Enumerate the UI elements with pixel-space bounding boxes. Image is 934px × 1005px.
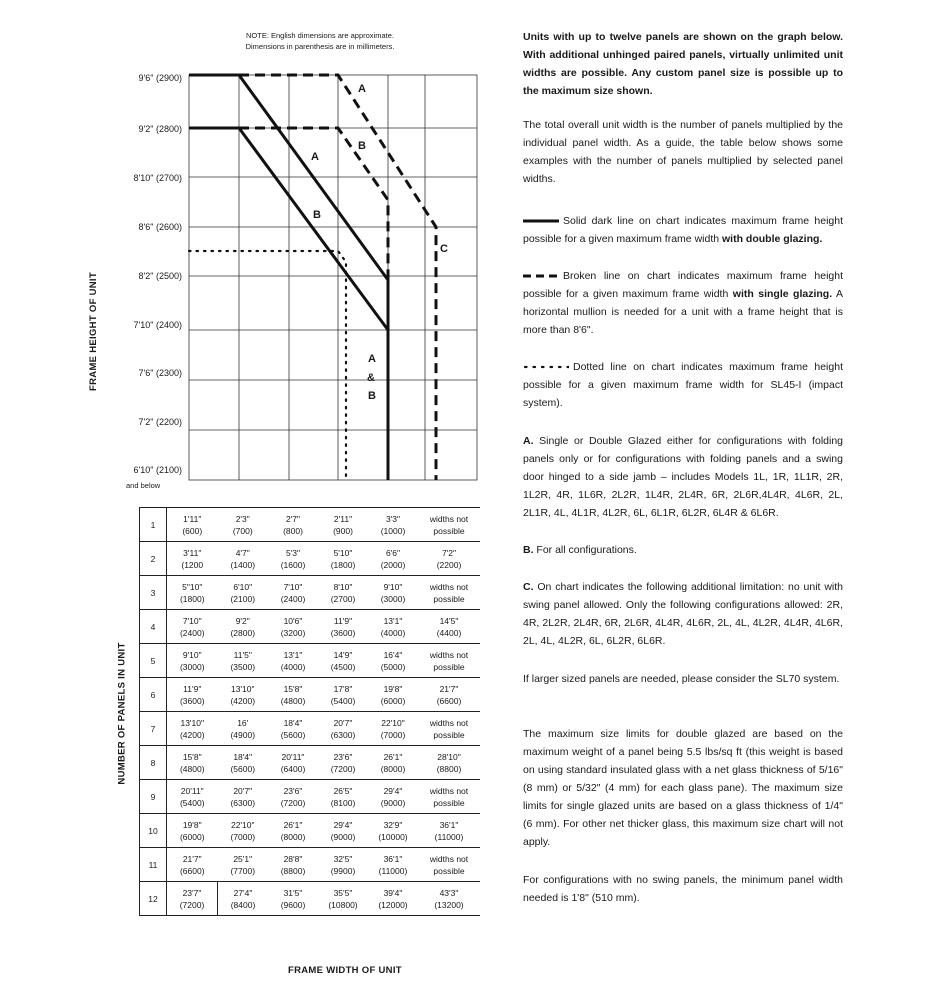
min-panel-paragraph: For configurations with no swing panels, the minimum panel width needed is 1'8" (510 mm). (523, 874, 843, 904)
width-cell (368, 780, 418, 814)
width-cell (167, 848, 218, 882)
width-cell (368, 610, 418, 644)
width-metric: (800) (283, 525, 303, 536)
y-tick-label: 9'2" (2800) (138, 124, 182, 134)
width-metric: (4200) (230, 695, 256, 706)
note-a (523, 432, 843, 522)
intro-paragraph: Units with up to twelve panels are shown on the graph below. With additional unhinged paired panels, virtually unlimited unit widths are possible. Any custom panel size is possible up to the maximum size shown. (523, 31, 843, 97)
note-a-label: A. (523, 435, 534, 447)
frame-width-axis-title: FRAME WIDTH OF UNIT (288, 965, 402, 976)
width-cell (418, 780, 480, 814)
width-cell (318, 644, 368, 678)
width-cell (418, 712, 480, 746)
width-metric: (5600) (230, 763, 256, 774)
width-metric: (8800) (436, 763, 462, 774)
legend-solid (523, 212, 843, 248)
width-imperial: 2'3" (235, 513, 250, 524)
width-imperial: 13'1" (283, 649, 303, 660)
width-cell (318, 848, 368, 882)
width-metric: (1200 (181, 559, 204, 570)
y-tick-label: 8'10" (2700) (133, 173, 182, 183)
width-metric: (11000) (378, 865, 408, 876)
width-metric: (4400) (436, 627, 462, 638)
width-cell (418, 508, 480, 542)
width-imperial: 23'6" (333, 751, 353, 762)
width-cell (218, 882, 269, 916)
width-metric: (4000) (380, 627, 406, 638)
width-metric: (7200) (330, 763, 356, 774)
width-metric: (5000) (380, 661, 406, 672)
width-metric: possible (433, 661, 465, 672)
width-imperial: 17'8" (333, 683, 353, 694)
width-cell (418, 576, 480, 610)
width-imperial: widths not (429, 581, 469, 592)
panel-count-cell: 2 (140, 542, 167, 576)
table-row (140, 780, 481, 814)
width-imperial: 25'1" (233, 853, 253, 864)
width-cell (318, 508, 368, 542)
width-cell (368, 678, 418, 712)
width-metric: (8100) (330, 797, 356, 808)
width-imperial: 20'7" (233, 785, 253, 796)
width-imperial: 22'10" (230, 819, 255, 830)
table-row (140, 712, 481, 746)
width-metric: possible (433, 525, 465, 536)
width-imperial: 29'4" (333, 819, 353, 830)
legend-broken (523, 267, 843, 339)
width-imperial: 19'8" (182, 819, 202, 830)
y-tick-label: 7'6" (2300) (138, 368, 182, 378)
y-tick-label: 8'6" (2600) (138, 222, 182, 232)
width-cell (268, 508, 318, 542)
width-cell (368, 746, 418, 780)
note-b-label: B. (523, 544, 534, 556)
width-metric: (7700) (230, 865, 256, 876)
table-row (140, 746, 481, 780)
y-tick-label: 8'2" (2500) (138, 271, 182, 281)
width-imperial: 36'1" (383, 853, 403, 864)
width-cell (318, 712, 368, 746)
width-metric: (6600) (436, 695, 462, 706)
note-line-2: Dimensions in parenthesis are in millimeters. (245, 42, 395, 51)
width-metric: (9000) (380, 797, 406, 808)
width-metric: possible (433, 865, 465, 876)
width-metric: (10800) (328, 899, 358, 910)
panel-width-table (139, 507, 480, 916)
width-imperial: 23'6" (283, 785, 303, 796)
table-row (140, 644, 481, 678)
width-cell (318, 542, 368, 576)
width-metric: (5400) (179, 797, 205, 808)
table-row (140, 882, 481, 916)
y-tick-label: 7'10" (2400) (133, 320, 182, 330)
width-metric: (2800) (230, 627, 256, 638)
width-cell (368, 712, 418, 746)
width-metric: (3600) (330, 627, 356, 638)
width-metric: (2100) (230, 593, 256, 604)
panel-count-cell: 11 (140, 848, 167, 882)
width-imperial: 43'3" (439, 887, 459, 898)
width-imperial: widths not (429, 853, 469, 864)
region-label-c: C (440, 243, 448, 255)
width-metric: (2000) (380, 559, 406, 570)
width-cell (368, 848, 418, 882)
width-metric: (4500) (330, 661, 356, 672)
width-imperial: 28'10" (437, 751, 461, 762)
note-b (523, 541, 843, 559)
width-imperial: 27'4" (233, 887, 253, 898)
width-cell (218, 780, 269, 814)
width-imperial: 21'7" (439, 683, 459, 694)
table-row (140, 678, 481, 712)
table-row (140, 542, 481, 576)
width-metric: possible (433, 797, 465, 808)
width-cell (418, 848, 480, 882)
width-imperial: 26'1" (283, 819, 303, 830)
width-cell (167, 576, 218, 610)
width-imperial: 3'3" (385, 513, 401, 524)
width-imperial: widths not (429, 649, 469, 660)
width-imperial: 19'8" (383, 683, 403, 694)
width-metric: (1400) (230, 559, 256, 570)
width-cell (218, 814, 269, 848)
width-cell (418, 678, 480, 712)
width-cell (218, 848, 269, 882)
width-imperial: 26'5" (333, 785, 353, 796)
width-imperial: 31'5" (283, 887, 303, 898)
width-metric: (4900) (230, 729, 256, 740)
width-imperial: 13'1" (383, 615, 403, 626)
width-metric: (13200) (434, 899, 464, 910)
width-cell (167, 644, 218, 678)
width-cell (167, 780, 218, 814)
width-cell (218, 542, 269, 576)
y-tick-label: 6'10" (2100) (133, 465, 182, 475)
larger-panels-paragraph: If larger sized panels are needed, please consider the SL70 system. (523, 673, 840, 685)
width-cell (368, 508, 418, 542)
width-metric: (2700) (330, 593, 356, 604)
width-imperial: 35'5" (333, 887, 353, 898)
width-imperial: 39'4" (383, 887, 403, 898)
width-metric: (5400) (330, 695, 356, 706)
width-imperial: 32'9" (383, 819, 403, 830)
weight-limits-paragraph: The maximum size limits for double glazed are based on the maximum weight of a panel being 5.5 lbs/sq ft (this weight is based on using standard insulated glass with a net glass thickness of 5/16" (8 mm) or 5/32" (4 mm) for each glass pane). The maximum size limits for single glazed units are based on a glass thickness of 1/4" (6 mm). For other net thicker glass, this maximum size chart will not apply. (523, 728, 843, 848)
width-metric: (6600) (179, 865, 205, 876)
width-imperial: 11'5" (233, 649, 252, 660)
dotted-line-impact (189, 251, 346, 480)
width-cell (218, 644, 269, 678)
width-metric: (11000) (434, 831, 464, 842)
width-cell (167, 746, 218, 780)
width-metric: (6300) (330, 729, 356, 740)
width-imperial: 15'8" (283, 683, 303, 694)
solid-line-a (189, 75, 388, 480)
solid-line-b (189, 128, 388, 480)
region-label-ab-b: B (368, 390, 376, 402)
width-metric: (2400) (179, 627, 205, 638)
width-imperial: 14'5" (439, 615, 459, 626)
width-metric: (7200) (179, 899, 205, 910)
width-cell (218, 508, 269, 542)
panels-axis-title: NUMBER OF PANELS IN UNIT (116, 642, 128, 785)
width-imperial: 3'11" (183, 547, 202, 558)
note-line-1: NOTE: English dimensions are approximate. (246, 31, 394, 40)
width-imperial: 5'3" (285, 547, 301, 558)
panel-count-cell: 7 (140, 712, 167, 746)
broken-line-a (239, 75, 436, 480)
width-metric: (6000) (179, 831, 205, 842)
width-cell (368, 814, 418, 848)
width-imperial: widths not (429, 513, 469, 524)
width-metric: (3000) (179, 661, 205, 672)
width-cell (268, 610, 318, 644)
width-cell (167, 610, 218, 644)
width-imperial: 21'7" (182, 853, 202, 864)
y-tick-label: 9'6" (2900) (138, 73, 182, 83)
panel-count-cell: 12 (140, 882, 167, 916)
panel-count-cell: 5 (140, 644, 167, 678)
panel-count-cell: 4 (140, 610, 167, 644)
width-imperial: 9'2" (235, 615, 250, 626)
width-imperial: 15'8" (182, 751, 202, 762)
region-label-a-broken: A (358, 83, 366, 95)
width-metric: (7000) (380, 729, 406, 740)
width-metric: (3500) (230, 661, 256, 672)
width-metric: possible (433, 729, 465, 740)
panel-count-cell: 1 (140, 508, 167, 542)
legend-broken-text: Broken line on chart indicates maximum frame height possible for a given maximum frame width (523, 270, 843, 300)
width-cell (218, 610, 269, 644)
width-cell (418, 542, 480, 576)
width-imperial: 7'10" (182, 615, 202, 626)
width-imperial: 5'10" (333, 547, 353, 558)
width-metric: (2200) (436, 559, 462, 570)
width-metric: (7000) (230, 831, 256, 842)
width-imperial: 6'10" (233, 581, 253, 592)
note-b-text: For all configurations. (533, 544, 637, 556)
width-cell (418, 610, 480, 644)
width-imperial: widths not (429, 785, 469, 796)
width-metric: (9900) (330, 865, 356, 876)
width-imperial: widths not (429, 717, 469, 728)
table-row (140, 848, 481, 882)
width-cell (268, 848, 318, 882)
panel-count-cell: 6 (140, 678, 167, 712)
width-metric: (4800) (179, 763, 205, 774)
width-cell (368, 576, 418, 610)
legend-solid-bold: with double glazing. (722, 233, 823, 245)
width-metric: (1800) (179, 593, 205, 604)
width-metric: (1000) (380, 525, 406, 536)
panel-count-cell: 8 (140, 746, 167, 780)
width-imperial: 2'11" (333, 513, 353, 524)
width-cell (418, 882, 480, 916)
width-imperial: 36'1" (439, 819, 459, 830)
legend-dotted (523, 358, 843, 412)
legend-broken-note: A horizontal mullion is needed for a unit with a frame height that is more than 8'6". (523, 288, 844, 336)
width-imperial: 28'8" (283, 853, 303, 864)
frame-height-axis-title: FRAME HEIGHT OF UNIT (87, 272, 99, 391)
width-cell (268, 780, 318, 814)
width-imperial: 2'7" (285, 513, 301, 524)
width-cell (218, 712, 269, 746)
width-imperial: 20'11" (180, 785, 204, 796)
width-cell (167, 542, 218, 576)
width-metric: (600) (182, 525, 203, 536)
width-cell (368, 542, 418, 576)
width-cell (167, 712, 218, 746)
panel-count-cell: 9 (140, 780, 167, 814)
width-metric: (4800) (280, 695, 306, 706)
width-cell (418, 644, 480, 678)
width-metric: (3000) (380, 593, 406, 604)
width-imperial: 29'4" (383, 785, 403, 796)
width-imperial: 7'10" (283, 581, 303, 592)
region-label-ab-a: A (368, 353, 376, 365)
width-metric: (8000) (280, 831, 306, 842)
region-label-ab-amp: & (367, 372, 375, 384)
chart-grid (189, 75, 477, 480)
width-metric: (6000) (380, 695, 406, 706)
width-cell (368, 644, 418, 678)
width-imperial: 22'10" (381, 717, 405, 728)
width-cell (268, 678, 318, 712)
dotted-line-swatch (523, 364, 569, 370)
width-imperial: 13'10" (180, 717, 205, 728)
broken-line-swatch (523, 273, 559, 279)
width-imperial: 23'7" (182, 887, 202, 898)
width-metric: (900) (333, 525, 353, 536)
y-tick-label: 7'2" (2200) (138, 417, 182, 427)
width-cell (218, 746, 269, 780)
width-imperial: 9'10" (182, 649, 202, 660)
width-metric: (5600) (280, 729, 306, 740)
width-imperial: 32'5" (333, 853, 353, 864)
width-metric: (7200) (280, 797, 306, 808)
width-cell (418, 814, 480, 848)
width-imperial: 20'7" (333, 717, 353, 728)
panel-count-cell: 3 (140, 576, 167, 610)
width-imperial: 11'9" (183, 683, 202, 694)
and-below-label: and below (126, 481, 161, 490)
width-metric: (8800) (280, 865, 306, 876)
width-metric: (6300) (230, 797, 256, 808)
width-metric: (4200) (179, 729, 205, 740)
width-cell (268, 882, 318, 916)
width-cell (318, 780, 368, 814)
legend-broken-bold: with single glazing. (732, 288, 833, 300)
width-imperial: 4'7" (235, 547, 250, 558)
width-cell (318, 678, 368, 712)
width-imperial: 8'10" (333, 581, 353, 592)
width-imperial: 5"10" (182, 581, 203, 592)
width-metric: (6400) (280, 763, 306, 774)
width-cell (318, 576, 368, 610)
width-cell (318, 814, 368, 848)
width-metric: (3600) (179, 695, 205, 706)
solid-line-swatch (523, 218, 559, 224)
legend-solid-text: Solid dark line on chart indicates maximum frame height possible for a given maximum frame width (523, 215, 843, 245)
legend-dotted-text: Dotted line on chart indicates maximum frame height possible for a given maximum frame width for SL45-I (impact system). (523, 361, 843, 409)
width-cell (218, 678, 269, 712)
table-row (140, 508, 481, 542)
note-c (523, 578, 843, 650)
width-cell (268, 644, 318, 678)
width-metric: (2400) (280, 593, 306, 604)
width-cell (368, 882, 418, 916)
note-a-text: Single or Double Glazed either for configurations with folding panels only or for configurations with folding panels and a swing door hinged to a side jamb – includes Models 1L, 1R, 1L1R, 2R, 1L2R, 4R, 1L6R, 2L2R, 1L4R, 2L4R, 6R, 2L6R,4L4R, 4L6R, 2L, 2L1R, 4L, 4L1R, 4L2R, 6L, 6L1R, 6L2R, 6L4R & 6L6R. (523, 435, 843, 519)
width-imperial: 14'9" (333, 649, 353, 660)
width-cell (418, 746, 480, 780)
width-cell (318, 746, 368, 780)
width-cell (218, 576, 269, 610)
width-metric: (1800) (330, 559, 356, 570)
width-imperial: 26'1" (383, 751, 403, 762)
width-imperial: 13'10" (230, 683, 255, 694)
table-row (140, 814, 481, 848)
unit-width-paragraph: The total overall unit width is the number of panels multiplied by the individual panel width. As a guide, the table below shows some examples with the number of panels multiplied by selected panel widths. (523, 119, 843, 185)
width-cell (167, 882, 218, 916)
region-label-b-solid: B (313, 209, 321, 221)
width-cell (268, 576, 318, 610)
width-metric: (8400) (230, 899, 256, 910)
width-imperial: 18'4" (233, 751, 253, 762)
width-cell (268, 712, 318, 746)
width-metric: (4000) (280, 661, 306, 672)
width-metric: (9600) (280, 899, 306, 910)
width-cell (167, 508, 218, 542)
width-metric: (10000) (378, 831, 408, 842)
width-imperial: 20'11" (281, 751, 305, 762)
width-cell (318, 610, 368, 644)
width-imperial: 9'10" (383, 581, 403, 592)
width-imperial: 6'6" (385, 547, 401, 558)
width-metric: (9000) (330, 831, 356, 842)
panel-count-cell: 10 (140, 814, 167, 848)
width-metric: (8000) (380, 763, 406, 774)
width-metric: (3200) (280, 627, 306, 638)
region-label-b-broken: B (358, 140, 366, 152)
width-metric: (12000) (378, 899, 408, 910)
note-c-text: On chart indicates the following additional limitation: no unit with swing panel allowed. Only the following configurations allowed: 2R, 4R, 2L2R, 2L4R, 6R, 2L6R, 4L4R, 4L6R, 2L, 4L, 4L2R, 4L4R, 4L6R, 2L, 4L, 4L2R, 6L, 6L2R, 6L6R. (523, 581, 843, 647)
width-imperial: 7'2" (441, 547, 457, 558)
width-cell (167, 814, 218, 848)
width-imperial: 18'4" (283, 717, 303, 728)
width-imperial: 16'4" (383, 649, 403, 660)
width-cell (268, 814, 318, 848)
width-metric: possible (433, 593, 465, 604)
region-label-a-solid: A (311, 151, 319, 163)
width-metric: (1600) (280, 559, 306, 570)
width-imperial: 10'6" (283, 615, 303, 626)
width-imperial: 11'9" (333, 615, 353, 626)
width-cell (318, 882, 368, 916)
width-imperial: 16' (237, 717, 249, 728)
width-cell (268, 542, 318, 576)
width-imperial: 1'11" (183, 513, 202, 524)
note-c-label: C. (523, 581, 534, 593)
width-metric: (700) (232, 525, 253, 536)
table-row (140, 576, 481, 610)
width-cell (167, 678, 218, 712)
width-cell (268, 746, 318, 780)
table-row (140, 610, 481, 644)
